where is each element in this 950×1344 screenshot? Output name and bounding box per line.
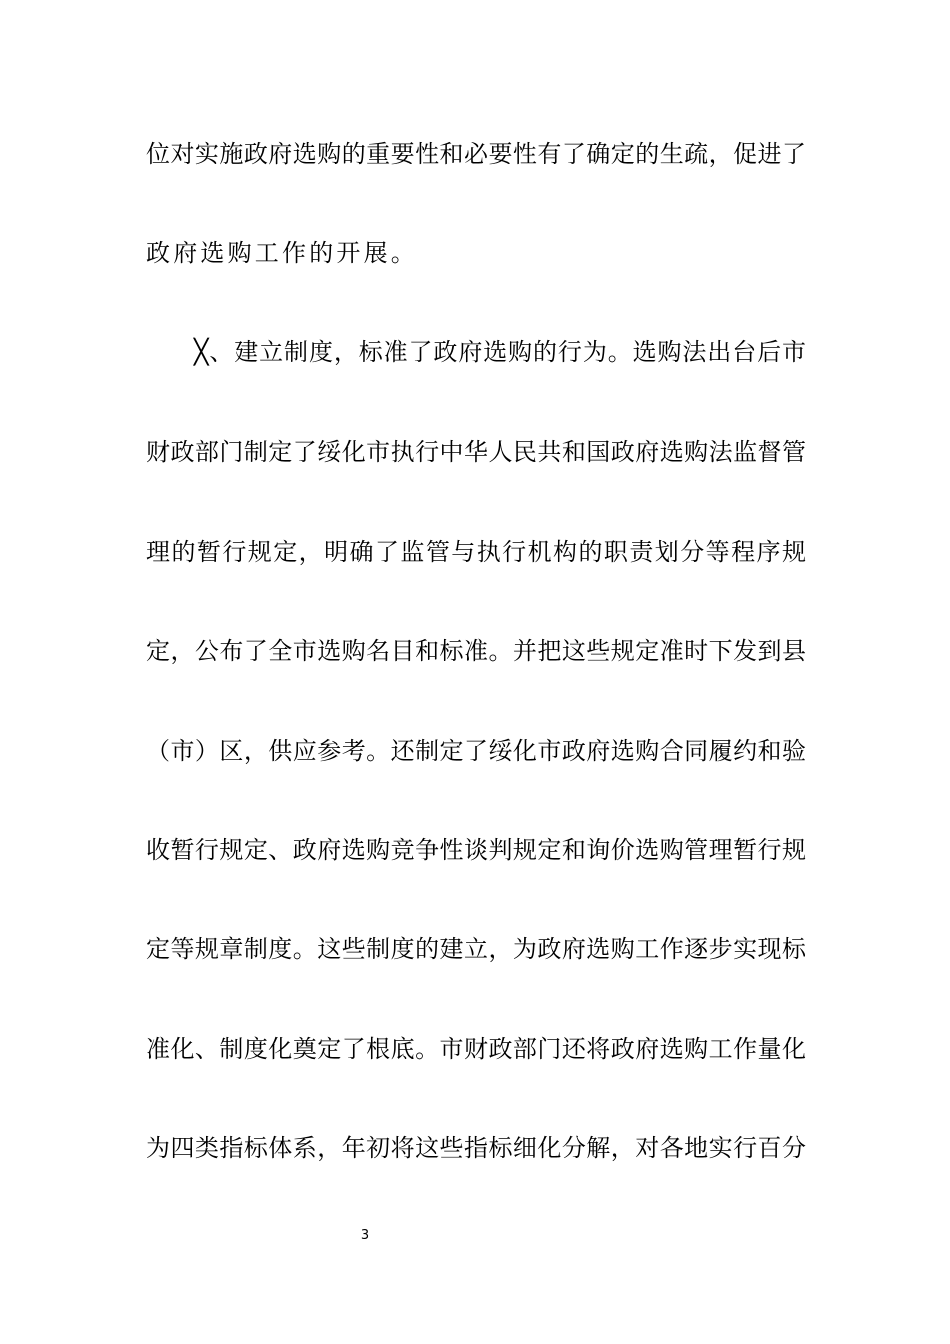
text-line-8: 收暂行规定、政府选购竞争性谈判规定和询价选购管理暂行规	[146, 836, 806, 864]
text-line-4: 财政部门制定了绥化市执行中华人民共和国政府选购法监督管	[146, 438, 806, 466]
text-line-11: 为四类指标体系，年初将这些指标细化分解，对各地实行百分	[146, 1134, 806, 1162]
text-line-10: 准化、制度化奠定了根底。市财政部门还将政府选购工作量化	[146, 1035, 806, 1063]
text-line-1: 位对实施政府选购的重要性和必要性有了确定的生疏，促进了	[146, 140, 806, 168]
text-line-3: ╳、建立制度，标准了政府选购的行为。选购法出台后市	[194, 338, 806, 366]
text-line-5: 理的暂行规定，明确了监管与执行机构的职责划分等程序规	[146, 538, 806, 566]
page-number: 3	[360, 1228, 370, 1243]
text-line-6: 定，公布了全市选购名目和标准。并把这些规定准时下发到县	[146, 637, 806, 665]
text-line-7: （市）区，供应参考。还制定了绥化市政府选购合同履约和验	[146, 737, 806, 765]
text-line-9: 定等规章制度。这些制度的建立，为政府选购工作逐步实现标	[146, 935, 806, 963]
text-line-2: 政府选购工作的开展。	[146, 239, 418, 267]
